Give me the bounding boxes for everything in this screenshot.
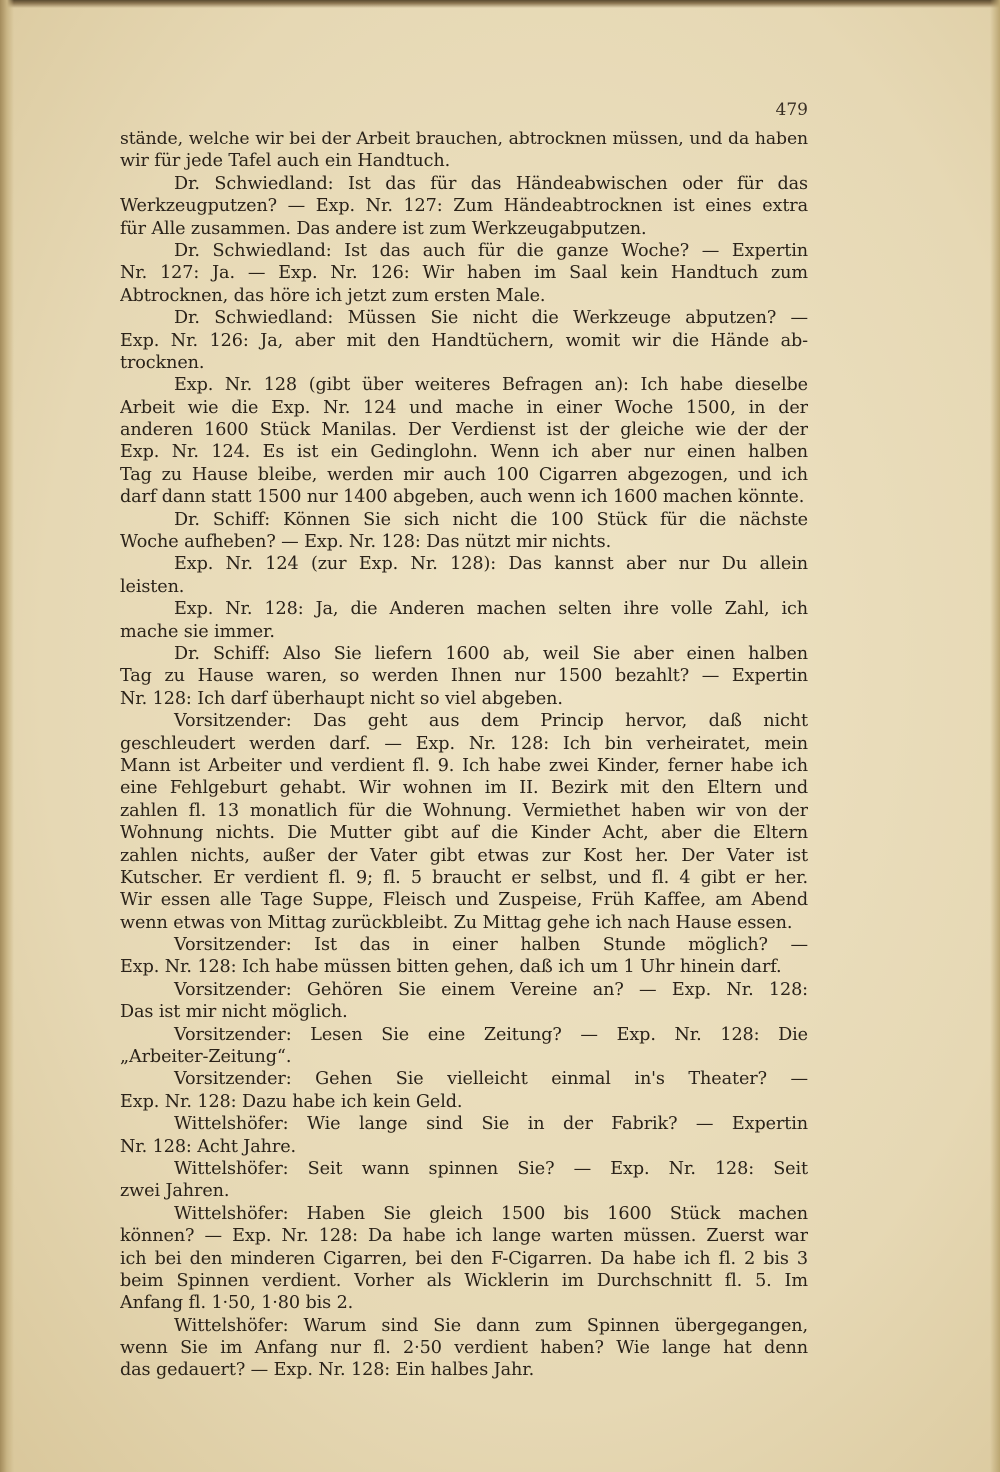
text-line: wenn etwas von Mittag zurückbleibt. Zu Mittag gehe ich nach Hause essen. — [120, 912, 793, 933]
text-line: Wir essen alle Tage Suppe, Fleisch und Zuspeise, Früh Kaffee, am Abend — [120, 890, 808, 911]
text-line: Tag zu Hause bleibe, werden mir auch 100 Cigarren abgezogen, und ich — [120, 464, 808, 485]
text-line: wir für jede Tafel auch ein Handtuch. — [120, 151, 451, 172]
text-line: Exp. Nr. 128 (gibt über weiteres Befragen an): Ich habe dieselbe — [174, 375, 808, 396]
text-line: Vorsitzender: Gehören Sie einem Vereine an? — Exp. Nr. 128: — [174, 979, 808, 1000]
text-line: Nr. 128: Acht Jahre. — [120, 1136, 296, 1157]
text-line: Dr. Schwiedland: Ist das auch für die ganze Woche? — Expertin — [174, 240, 808, 261]
page-top-edge — [0, 0, 1000, 8]
text-line: Wittelshöfer: Warum sind Sie dann zum Spinnen übergegangen, — [174, 1315, 808, 1336]
text-line: Wittelshöfer: Wie lange sind Sie in der Fabrik? — Expertin — [174, 1114, 808, 1135]
text-line: Exp. Nr. 126: Ja, aber mit den Handtüchern, womit wir die Hände ab- — [120, 330, 808, 351]
text-line: können? — Exp. Nr. 128: Da habe ich lange warten müssen. Zuerst war — [120, 1226, 808, 1247]
text-line: Anfang fl. 1·50, 1·80 bis 2. — [120, 1293, 354, 1314]
page-right-edge — [990, 0, 1000, 1472]
text-line: zwei Jahren. — [120, 1181, 230, 1202]
text-line: anderen 1600 Stück Manilas. Der Verdienst ist der gleiche wie der der — [120, 420, 808, 441]
text-line: Woche aufheben? — Exp. Nr. 128: Das nützt mir nichts. — [120, 532, 612, 553]
text-line: für Alle zusammen. Das andere ist zum Werkzeugabputzen. — [120, 218, 647, 239]
text-line: Tag zu Hause waren, so werden Ihnen nur 1500 bezahlt? — Expertin — [120, 666, 808, 687]
text-line: Wittelshöfer: Seit wann spinnen Sie? — Exp. Nr. 128: Seit — [174, 1158, 808, 1179]
text-line: Abtrocknen, das höre ich jetzt zum ersten Male. — [120, 285, 546, 306]
text-line: Dr. Schwiedland: Ist das für das Händeabwischen oder für das — [174, 173, 808, 194]
text-line: zahlen nichts, außer der Vater gibt etwas zur Kost her. Der Vater ist — [120, 845, 808, 866]
text-line: Wohnung nichts. Die Mutter gibt auf die Kinder Acht, aber die Eltern — [120, 823, 808, 844]
text-line: Mann ist Arbeiter und verdient fl. 9. Ich habe zwei Kinder, ferner habe ich — [120, 755, 808, 776]
text-line: stände, welche wir bei der Arbeit brauchen, abtrocknen müssen, und da haben — [120, 129, 808, 149]
text-line: leisten. — [120, 576, 185, 597]
text-line: Werkzeugputzen? — Exp. Nr. 127: Zum Händeabtrocknen ist eines extra — [120, 196, 808, 217]
text-line: geschleudert werden darf. — Exp. Nr. 128: Ich bin verheiratet, mein — [120, 733, 808, 754]
text-line: Exp. Nr. 128: Ich habe müssen bitten gehen, daß ich um 1 Uhr hinein darf. — [120, 957, 782, 978]
text-line: wenn Sie im Anfang nur fl. 2·50 verdient haben? Wie lange hat denn — [120, 1338, 808, 1359]
text-line: Exp. Nr. 124. Es ist ein Gedinglohn. Wenn ich aber nur einen halben — [120, 442, 808, 463]
text-line: darf dann statt 1500 nur 1400 abgeben, auch wenn ich 1600 machen könnte. — [120, 487, 805, 508]
text-line: zahlen fl. 13 monatlich für die Wohnung. Vermiethet haben wir von der — [120, 800, 808, 821]
text-line: Das ist mir nicht möglich. — [120, 1002, 348, 1023]
text-line: Vorsitzender: Gehen Sie vielleicht einmal in's Theater? — — [174, 1069, 808, 1090]
page-binding-edge — [0, 0, 14, 1472]
text-line: Vorsitzender: Ist das in einer halben Stunde möglich? — — [174, 935, 808, 956]
text-line: Nr. 127: Ja. — Exp. Nr. 126: Wir haben im Saal kein Handtuch zum — [120, 263, 808, 284]
text-line: mache sie immer. — [120, 621, 275, 642]
text-line: Dr. Schiff: Können Sie sich nicht die 100 Stück für die nächste — [174, 509, 808, 530]
text-line: beim Spinnen verdient. Vorher als Wicklerin im Durchschnitt fl. 5. Im — [120, 1270, 808, 1291]
text-line: Wittelshöfer: Haben Sie gleich 1500 bis 1600 Stück machen — [174, 1203, 808, 1224]
text-line: Vorsitzender: Das geht aus dem Princip hervor, daß nicht — [174, 711, 808, 732]
page-number: 479 — [775, 100, 808, 120]
text-line: das gedauert? — Exp. Nr. 128: Ein halbes Jahr. — [120, 1360, 535, 1381]
text-line: trocknen. — [120, 352, 205, 373]
text-line: Exp. Nr. 124 (zur Exp. Nr. 128): Das kannst aber nur Du allein — [174, 554, 808, 575]
text-line: Arbeit wie die Exp. Nr. 124 und mache in einer Woche 1500, in der — [120, 397, 808, 418]
text-line: Exp. Nr. 128: Ja, die Anderen machen selten ihre volle Zahl, ich — [174, 599, 808, 620]
text-line: Kutscher. Er verdient fl. 9; fl. 5 braucht er selbst, und fl. 4 gibt er her. — [120, 867, 808, 888]
text-line: Vorsitzender: Lesen Sie eine Zeitung? — Exp. Nr. 128: Die — [174, 1024, 808, 1045]
text-line: Dr. Schwiedland: Müssen Sie nicht die Werkzeuge abputzen? — — [174, 308, 808, 329]
text-line: eine Fehlgeburt gehabt. Wir wohnen im II. Bezirk mit den Eltern und — [120, 778, 808, 799]
text-line: Nr. 128: Ich darf überhaupt nicht so viel abgeben. — [120, 688, 563, 709]
body-text — [120, 128, 808, 1382]
text-line: „Arbeiter-Zeitung“. — [120, 1047, 292, 1068]
text-line: ich bei den minderen Cigarren, bei den F-Cigarren. Da habe ich fl. 2 bis 3 — [120, 1248, 808, 1269]
text-line: Exp. Nr. 128: Dazu habe ich kein Geld. — [120, 1091, 463, 1112]
text-line: Dr. Schiff: Also Sie liefern 1600 ab, weil Sie aber einen halben — [174, 643, 808, 664]
